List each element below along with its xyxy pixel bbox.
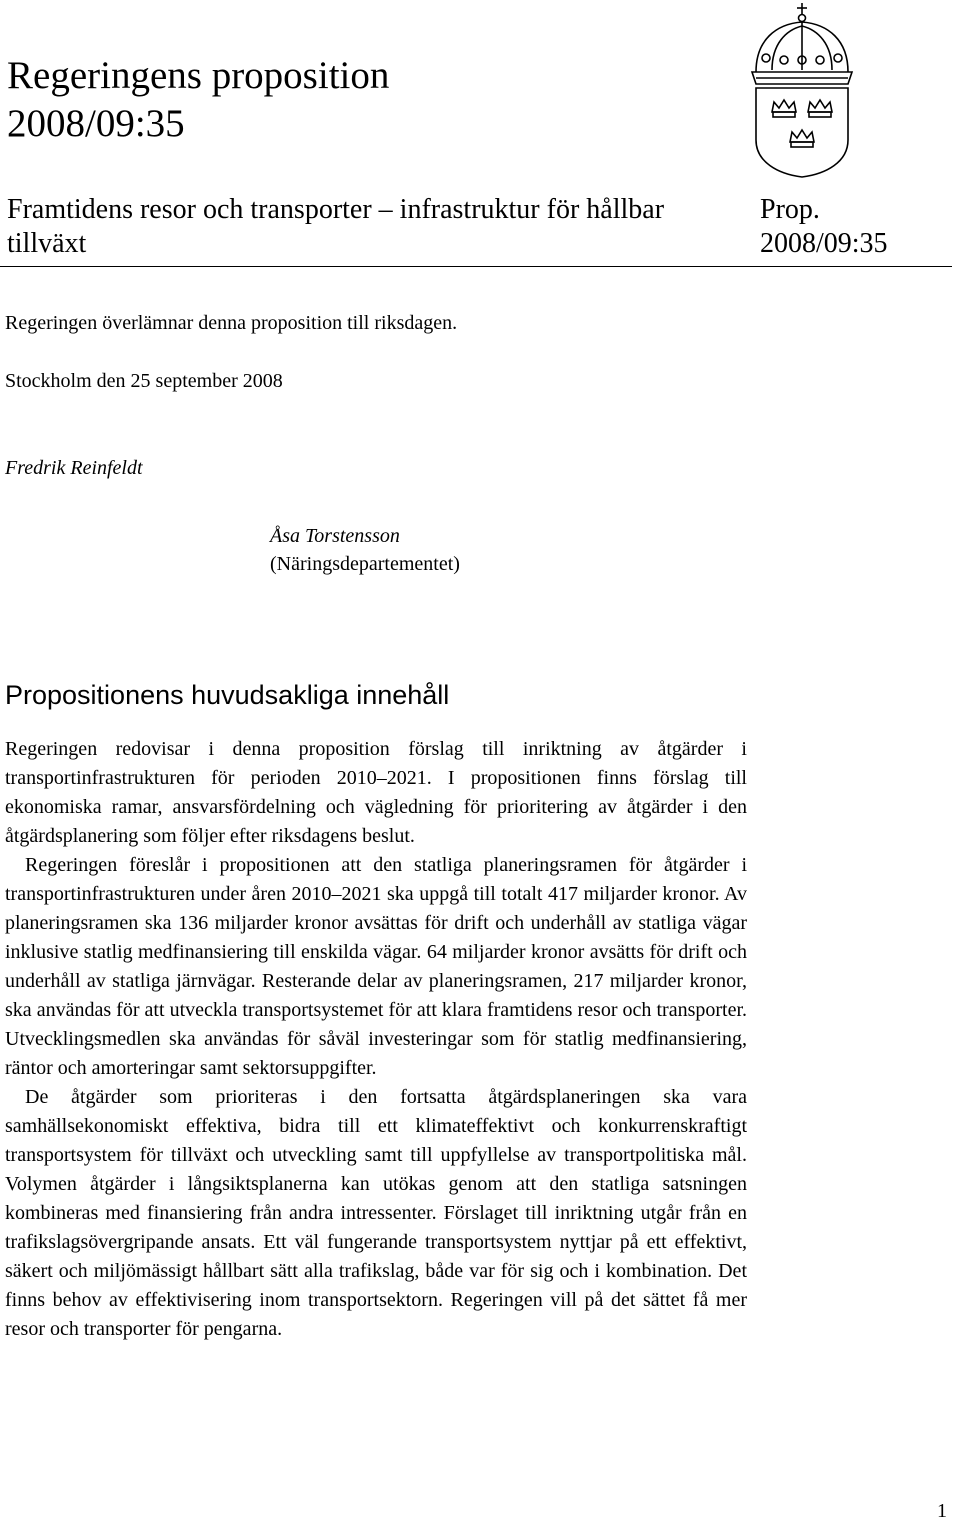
body-paragraph: Regeringen föreslår i propositionen att den statliga planeringsramen för åtgärder i transportinfrastrukturen under åren 2010–2021 ska uppgå till totalt 417 miljarder kronor. Av planeringsramen ska 136 miljarder kronor avsättas för drift och underhåll av statliga vägar inklusive statlig medfinansiering till enskilda vägar. 64 miljarder kronor avsätts för drift och underhåll av statliga järnvägar. Resterande delar av planeringsramen, 217 miljarder kronor, ska användas för att utveckla transportsystemet för att klara framtidens resor och transporter. Utvecklingsmedlen ska användas för såväl investeringar som för statlig medfinansiering, räntor och amorteringar samt sektorsuppgifter. xyxy=(5,854,747,1079)
page-number: 1 xyxy=(937,1500,947,1522)
body-paragraph: De åtgärder som prioriteras i den fortsatta åtgärdsplaneringen ska vara samhällsekonomiskt effektiva, bidra till ett klimateffektivt och konkurrenskraftigt transportsystem för tillväxt och utveckling samt till uppfyllelse av transportpolitiska mål. Volymen åtgärder i långsiktsplanerna kan utökas genom att den statliga satsningen kombineras med finansiering från andra intressenter. Förslaget till inriktning utgår från en trafikslagsövergripande ansats. Ett väl fungerande transportsystem nyttjar på ett effektivt, säkert och miljömässigt hållbart sätt alla trafikslag, både var för sig och i kombination. Det finns behov av effektivisering inom transportsektorn. Regeringen vill på det sättet få mer resor och transporter för pengarna. xyxy=(5,1086,747,1340)
document-title-line2: 2008/09:35 xyxy=(7,102,185,145)
section-heading: Propositionens huvudsakliga innehåll xyxy=(5,680,450,710)
swedish-coat-of-arms-icon xyxy=(748,2,856,178)
signature-minister: Åsa Torstensson xyxy=(270,525,400,547)
document-title xyxy=(7,52,389,148)
document-subtitle: Framtidens resor och transporter – infrastruktur för hållbar tillväxt xyxy=(7,194,665,259)
prop-label-line1: Prop. xyxy=(760,194,820,225)
submission-statement: Regeringen överlämnar denna proposition till riksdagen. xyxy=(5,312,458,334)
place-and-date: Stockholm den 25 september 2008 xyxy=(5,370,283,392)
body-paragraph: Regeringen redovisar i denna proposition förslag till inriktning av åtgärder i transportinfrastrukturen för perioden 2010–2021. I propositionen finns förslag till ekonomiska ramar, ansvarsfördelning och vägledning för prioritering av åtgärder i den åtgärdsplanering som följer efter riksdagens beslut. xyxy=(5,738,747,847)
prop-label-line2: 2008/09:35 xyxy=(760,228,888,259)
department-name: (Näringsdepartementet) xyxy=(270,553,460,575)
signature-prime-minister: Fredrik Reinfeldt xyxy=(5,457,143,479)
body-text xyxy=(5,735,747,1344)
document-title-line1: Regeringens proposition xyxy=(7,54,390,97)
header-divider xyxy=(0,266,952,267)
proposition-number-label xyxy=(760,193,888,261)
